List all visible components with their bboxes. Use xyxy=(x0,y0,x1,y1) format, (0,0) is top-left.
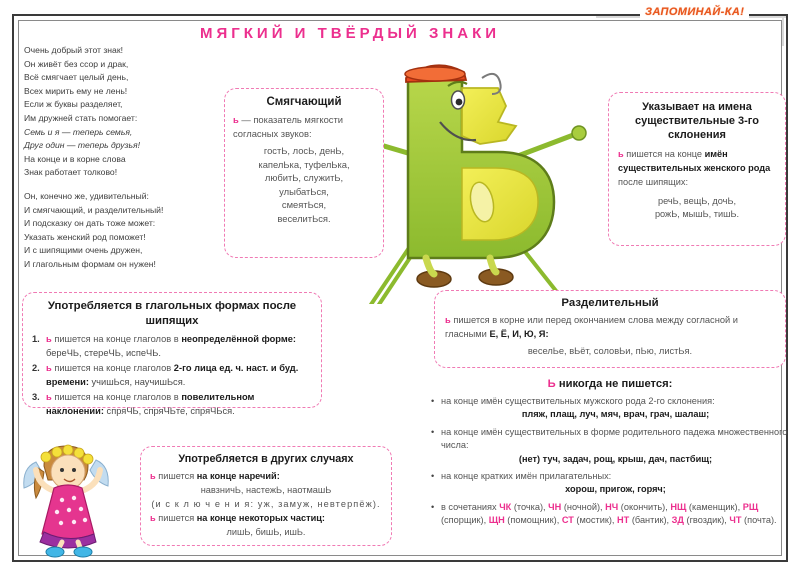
page-title: МЯГКИЙ И ТВЁРДЫЙ ЗНАКИ xyxy=(199,25,501,42)
rule-examples: учишЬся, научишЬся. xyxy=(91,377,186,387)
never-item-examples: пляж, плащ, луч, мяч, врач, грач, шалаш; xyxy=(521,409,710,420)
rule-text: пишется xyxy=(158,471,195,481)
rule-number: 2. xyxy=(32,363,40,373)
rule-examples: спряЧЬ, спряЧЬте, спряЧЬся. xyxy=(106,406,235,416)
example-line: гостЬ, лосЬ, денЬ, xyxy=(263,145,345,156)
girl-shoe-right xyxy=(74,547,92,557)
card-separating-body xyxy=(445,313,775,341)
mascot-hand-right xyxy=(572,126,586,140)
poem-line: И глагольным формам он нужен! xyxy=(24,258,156,269)
combo-code: ЗД xyxy=(671,515,687,526)
never-item-examples: хорош, пригож, горяч; xyxy=(565,484,666,495)
never-item xyxy=(430,470,790,497)
body-text-1: пишется на конце xyxy=(626,149,703,159)
bullet-icon: • xyxy=(431,501,435,512)
rule-examples: береЧЬ, стереЧЬ, испеЧЬ. xyxy=(46,348,161,358)
poem-line: И смягчающий, и разделительный! xyxy=(24,204,164,215)
poem-line: Семь и я — теперь семья, xyxy=(24,126,133,137)
never-item-text: на конце имён существительных мужского рода 2-го склонения: xyxy=(441,396,715,406)
card-verb-forms-heading: Употребляется в глагольных формах после шипящих xyxy=(47,300,297,327)
poem-line: Он живёт без ссор и драк, xyxy=(24,58,129,69)
poem-line: Знак работает толково! xyxy=(24,167,118,178)
girl-eye-right xyxy=(72,468,76,472)
poem-line: Он, конечно же, удивительный: xyxy=(24,190,149,201)
card-softening-heading: Смягчающий xyxy=(266,96,342,108)
never-item-text: в сочетаниях xyxy=(441,501,497,512)
combo-word: (окончить), xyxy=(620,501,671,512)
rule-examples: навзничЬ, настежЬ, наотмашЬ xyxy=(200,485,332,495)
combo-code: НТ xyxy=(617,515,632,526)
rule-text: пишется xyxy=(158,513,195,523)
mascot-hat-brim xyxy=(405,67,465,81)
poem-line: Друг один — теперь друзья! xyxy=(24,140,141,151)
combo-code: НЧ xyxy=(605,501,621,512)
card-other-cases-heading: Употребляется в других случаях xyxy=(178,453,354,465)
combo-word: (мостик), xyxy=(576,515,618,526)
rule-text: пишется на конце глаголов xyxy=(54,363,172,373)
verb-rule-item xyxy=(32,390,312,418)
poem-block xyxy=(24,44,214,272)
badge-corner-tick xyxy=(782,16,784,46)
never-written-block xyxy=(430,378,790,532)
poem-line: Если ж буквы разделяет, xyxy=(24,99,123,110)
body-text: пишется в корне или перед окончанием слова между согласной и гласными xyxy=(445,315,738,339)
soft-sign-glyph: ь xyxy=(46,392,52,402)
never-item-text: на конце имён существительных в форме родительного падежа множественного числа: xyxy=(441,426,788,451)
poem-line: Всё смягчает целый день, xyxy=(24,72,129,83)
verb-rule-item xyxy=(32,361,312,389)
combo-code: ЧК xyxy=(499,501,514,512)
other-rule-1 xyxy=(150,469,382,511)
bullet-icon: • xyxy=(431,471,435,482)
rule-bold: на конце некоторых частиц: xyxy=(196,513,325,523)
card-verb-forms xyxy=(22,292,322,416)
rule-bold: 2-го лица ед. ч. наст. и буд. времени: xyxy=(46,363,299,387)
verb-rule-list xyxy=(32,332,312,418)
poem-line: Им дружней стать помогает: xyxy=(24,112,138,123)
rule-examples: лишЬ, бишЬ, ишЬ. xyxy=(226,527,306,537)
body-text-2: после шипящих: xyxy=(618,177,688,187)
card-softening-text: — показатель мягкости согласных звуков: xyxy=(233,114,343,139)
combo-word: (бантик), xyxy=(631,515,672,526)
remember-badge xyxy=(596,4,786,26)
never-written-list xyxy=(430,395,790,528)
card-third-declension-body xyxy=(618,147,776,189)
card-softening-body xyxy=(233,113,375,141)
rule-text: пишется на конце глаголов в xyxy=(54,392,179,402)
example-line: капелЬка, туфелЬка, xyxy=(258,158,350,170)
card-softening-examples xyxy=(233,144,375,226)
rule-text: пишется на конце глаголов в xyxy=(54,334,179,344)
combo-code: ЧТ xyxy=(729,515,745,526)
vowel-list: Е, Ё, И, Ю, Я: xyxy=(489,329,549,339)
combo-word: (точка), xyxy=(513,501,549,512)
rule-bold: повелительном наклонении: xyxy=(46,392,255,416)
never-item xyxy=(430,395,790,422)
girl-dress xyxy=(42,485,94,539)
badge-label: ЗАПОМИНАЙ-КА! xyxy=(640,6,749,18)
card-separating-examples: веселЬе, вЬёт, соловЬи, пЬю, листЬя. xyxy=(527,346,693,356)
rule-number: 3. xyxy=(32,392,40,402)
combo-word: (помощник), xyxy=(507,515,562,526)
heading-rest: никогда не пишется: xyxy=(558,378,673,390)
soft-sign-glyph: ь xyxy=(46,363,52,373)
card-other-cases xyxy=(140,446,392,546)
rule-number: 1. xyxy=(32,334,40,344)
bullet-icon: • xyxy=(431,426,435,437)
card-softening xyxy=(224,88,384,258)
combo-code: ЩН xyxy=(488,515,508,526)
card-third-declension-heading: Указывает на имена существительные 3-го склонения xyxy=(635,101,759,141)
never-item-text: на конце кратких имён прилагательных: xyxy=(441,471,612,482)
never-item xyxy=(430,426,790,466)
card-separating xyxy=(434,290,786,368)
combo-word: (почта). xyxy=(744,515,777,526)
card-third-declension-examples xyxy=(618,195,776,221)
soft-sign-glyph: ь xyxy=(233,114,239,125)
soft-sign-glyph: ь xyxy=(150,513,156,523)
girl-shoe-left xyxy=(46,547,64,557)
combo-word: (гвоздик), xyxy=(686,515,730,526)
combo-code: ЧН xyxy=(548,501,564,512)
poem-line: Всех мирить ему не лень! xyxy=(24,85,128,96)
combo-code: РЩ xyxy=(742,501,759,512)
combo-word: (спорщик), xyxy=(441,515,489,526)
example-line: смеятЬся, xyxy=(281,199,327,211)
example-line: рожЬ, мышЬ, тишЬ. xyxy=(654,209,740,219)
soft-sign-glyph: ь xyxy=(46,334,52,344)
soft-sign-glyph: ь xyxy=(618,149,624,159)
combo-word: (ночной), xyxy=(563,501,606,512)
girl-face xyxy=(51,455,85,489)
poem-line: На конце и в корне слова xyxy=(24,153,126,164)
combo-code: НЩ xyxy=(670,501,689,512)
card-separating-heading: Разделительный xyxy=(561,297,659,309)
rule-bold: на конце наречий: xyxy=(196,471,280,481)
example-line: речЬ, вещЬ, дочЬ, xyxy=(657,196,737,206)
mascot-ankle-right xyxy=(490,258,496,272)
example-line: веселитЬся. xyxy=(277,212,331,224)
girl-illustration xyxy=(14,432,118,560)
example-line: улыбатЬся, xyxy=(279,185,329,197)
combo-word: (каменщик), xyxy=(688,501,743,512)
soft-sign-glyph: ь xyxy=(150,471,156,481)
bullet-icon: • xyxy=(431,396,435,406)
poem-line: Очень добрый этот знак! xyxy=(24,45,123,55)
example-line: любитЬ, служитЬ, xyxy=(264,172,344,184)
girl-eye-left xyxy=(60,468,64,472)
body-bold-1: имён существительных женского рода xyxy=(618,149,771,173)
verb-rule-item xyxy=(32,332,312,360)
other-rule-2 xyxy=(150,511,382,539)
never-item-examples: (нет) туч, задач, рощ, крыш, дач, пастбищ; xyxy=(518,453,713,464)
rule-note: (и с к л ю ч е н и я: уж, замуж, невтерпёж). xyxy=(151,499,381,509)
poem-line: Указать женский род поможет! xyxy=(24,231,146,242)
never-item xyxy=(430,501,790,528)
card-third-declension xyxy=(608,92,786,246)
never-written-heading xyxy=(430,378,790,390)
combo-code: СТ xyxy=(561,515,577,526)
mascot-nose xyxy=(462,88,516,144)
poem-stanza-gap xyxy=(24,180,214,190)
mascot-pupil xyxy=(456,99,463,106)
poem-line: И подсказку он дать тоже может: xyxy=(24,218,156,229)
rule-bold: неопределённой форме: xyxy=(181,334,296,344)
soft-sign-glyph: ь xyxy=(445,315,451,325)
soft-sign-glyph: Ь xyxy=(547,378,556,390)
poem-line: И с шипящими очень дружен, xyxy=(24,245,143,256)
